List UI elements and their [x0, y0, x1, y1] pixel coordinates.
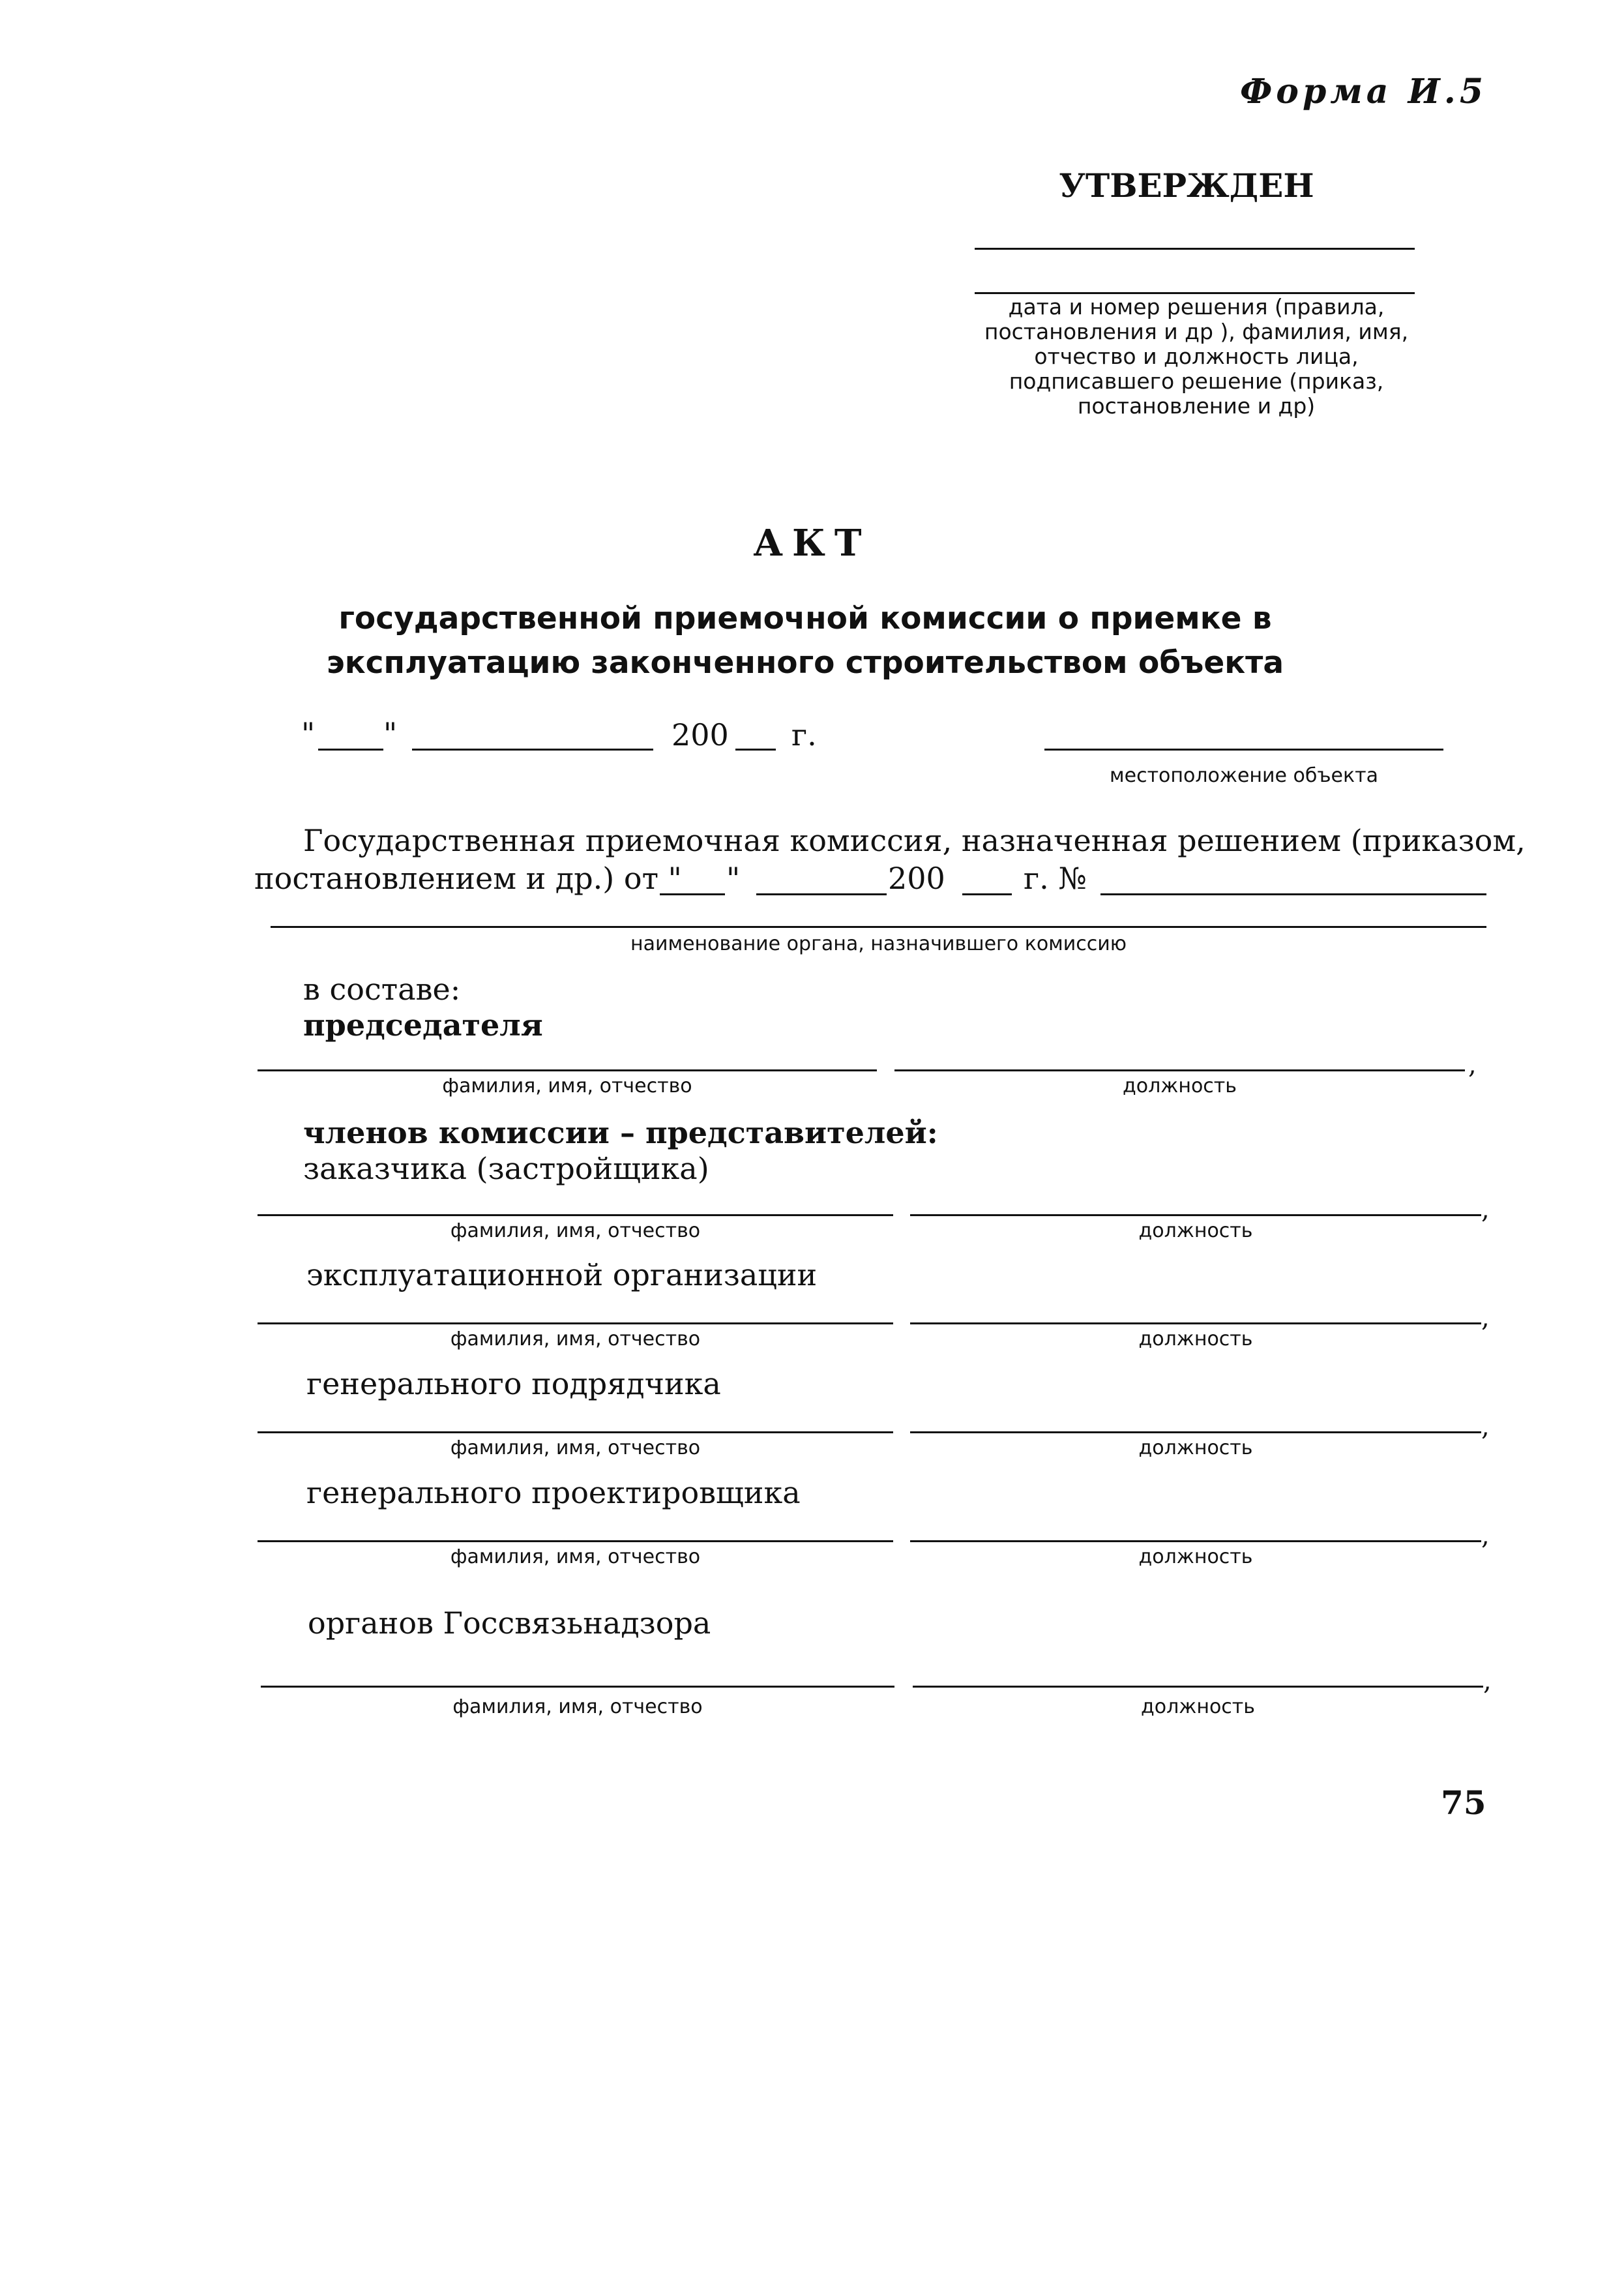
date-close-quote: " [383, 716, 398, 751]
contractor-position-field[interactable] [910, 1431, 1481, 1433]
customer-name-caption: фамилия, имя, отчество [450, 1219, 701, 1242]
operator-name-caption: фамилия, имя, отчество [450, 1328, 701, 1350]
contractor-position-caption: должность [1138, 1437, 1253, 1459]
order-number-label: г. № [1024, 861, 1087, 896]
commission-line-2-start: постановлением и др.) от " [254, 861, 682, 896]
members-label: членов комиссии – представителей: [303, 1115, 938, 1150]
designer-name-caption: фамилия, имя, отчество [450, 1545, 701, 1568]
contractor-name-field[interactable] [258, 1431, 893, 1433]
day-field[interactable] [318, 749, 383, 751]
order-year-field[interactable] [962, 893, 1012, 895]
designer-name-field[interactable] [258, 1540, 893, 1542]
customer-position-field[interactable] [910, 1214, 1481, 1216]
organ-field[interactable] [271, 926, 1486, 928]
page-number: 75 [1441, 1783, 1486, 1822]
chairman-comma: , [1468, 1050, 1477, 1080]
act-title: АКТ [753, 522, 871, 565]
year-suffix: г. [791, 717, 817, 753]
year-prefix: 200 [672, 717, 729, 753]
supervisor-name-caption: фамилия, имя, отчество [452, 1695, 703, 1718]
order-year-prefix: 200 [888, 861, 945, 896]
chairman-position-caption: должность [1123, 1075, 1237, 1097]
role-label: эксплуатационной организации [306, 1257, 818, 1292]
customer-position-caption: должность [1138, 1219, 1253, 1242]
contractor-name-caption: фамилия, имя, отчество [450, 1437, 701, 1459]
contractor-comma: , [1481, 1412, 1490, 1442]
order-quote: " [726, 861, 741, 896]
location-field[interactable] [1044, 749, 1443, 751]
chairman-label: председателя [303, 1007, 543, 1043]
customer-comma: , [1481, 1195, 1490, 1225]
organ-caption: наименование органа, назначившего комиссию [630, 932, 1127, 955]
year-field[interactable] [735, 749, 776, 751]
date-open-quote: " [301, 716, 316, 751]
month-field[interactable] [412, 749, 653, 751]
supervisor-position-caption: должность [1141, 1695, 1255, 1718]
designer-comma: , [1481, 1521, 1490, 1551]
operator-position-caption: должность [1138, 1328, 1253, 1350]
customer-name-field[interactable] [258, 1214, 893, 1216]
order-month-field[interactable] [756, 893, 887, 895]
supervisor-position-field[interactable] [913, 1686, 1483, 1688]
form-label: Форма И.5 [1239, 72, 1487, 112]
operator-name-field[interactable] [258, 1322, 893, 1324]
order-day-field[interactable] [660, 893, 725, 895]
operator-position-field[interactable] [910, 1322, 1481, 1324]
location-caption: местоположение объекта [1110, 764, 1378, 787]
commission-line-1: Государственная приемочная комиссия, назначенная решением (приказом, [303, 823, 1526, 858]
supervisor-name-field[interactable] [261, 1686, 894, 1688]
chairman-position-field[interactable] [894, 1069, 1465, 1071]
chairman-name-field[interactable] [258, 1069, 877, 1071]
designer-position-caption: должность [1138, 1545, 1253, 1568]
supervisor-comma: , [1483, 1666, 1492, 1696]
role-label: генерального подрядчика [306, 1366, 721, 1401]
approval-note: дата и номер решения (правила, постановления и др ), фамилия, имя, отчество и должность лица, подписавшего решение (приказ, постановление и др) [984, 294, 1409, 419]
approval-line-1[interactable] [975, 248, 1415, 250]
role-label: заказчика (застройщика) [303, 1151, 709, 1186]
role-label: органов Госсвязьнадзора [308, 1605, 711, 1641]
chairman-name-caption: фамилия, имя, отчество [442, 1075, 692, 1097]
act-subtitle: государственной приемочной комиссии о приемке в эксплуатацию законченного строительством объекта [326, 601, 1284, 681]
operator-comma: , [1481, 1303, 1490, 1333]
designer-position-field[interactable] [910, 1540, 1481, 1542]
order-number-field[interactable] [1100, 893, 1486, 895]
composition-label: в составе: [303, 972, 461, 1007]
role-label: генерального проектировщика [306, 1475, 801, 1510]
approved-heading: УТВЕРЖДЕН [1059, 166, 1314, 205]
